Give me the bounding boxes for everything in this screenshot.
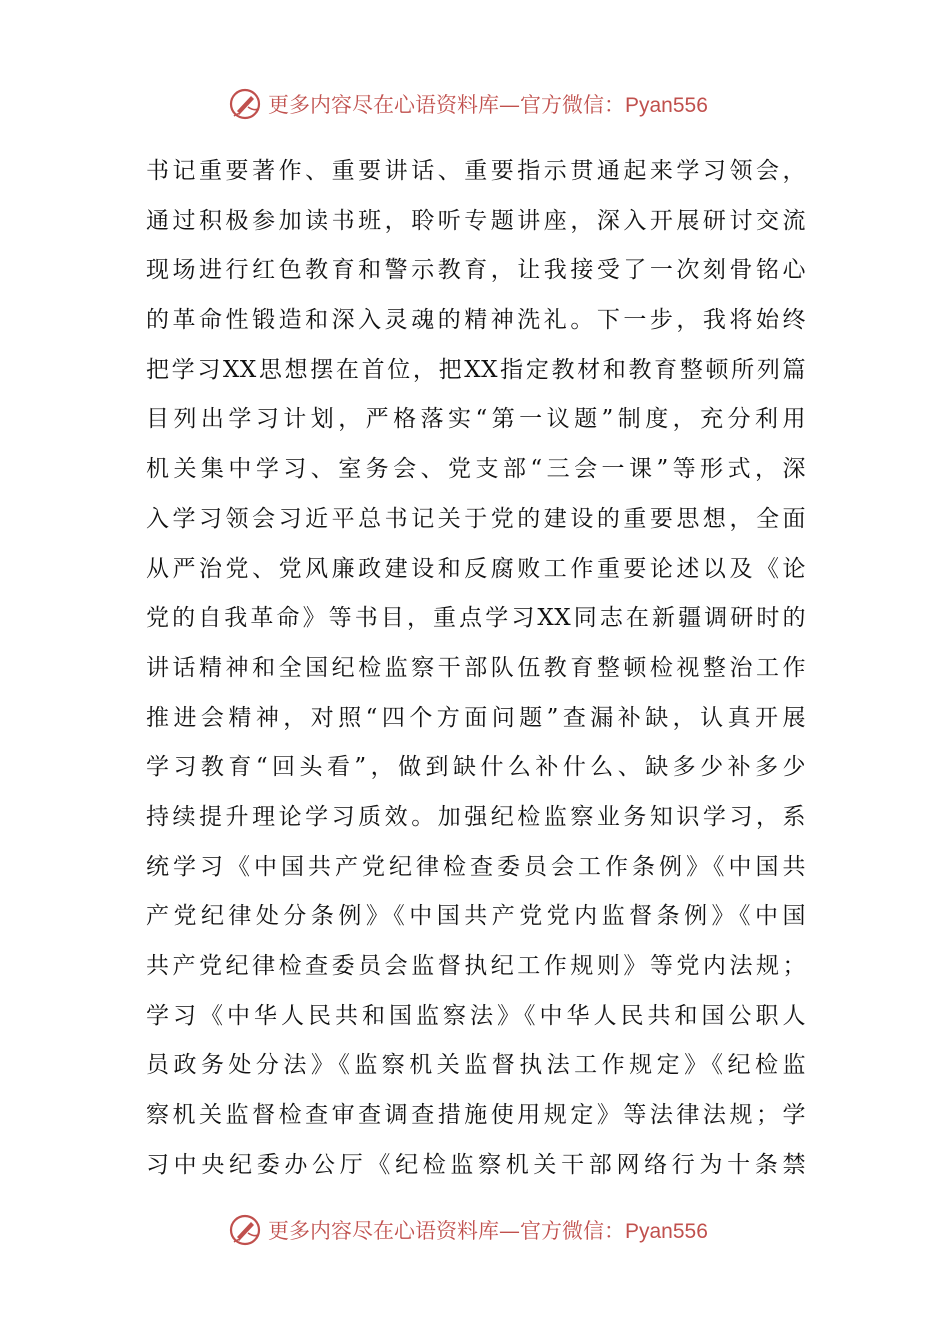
body-line: 的革命性锻造和深入灵魂的精神洗礼。下一步，我将始终 — [146, 307, 806, 334]
footer-banner-slogan: 更多内容尽在心语资料库—官方微信： — [268, 1219, 625, 1243]
footer-banner — [228, 1210, 748, 1250]
body-line: 入学习领会习近平总书记关于党的建设的重要思想，全面 — [146, 505, 806, 532]
header-banner-wechat-id: Pyan556 — [625, 94, 708, 117]
body-line: 统学习《中国共产党纪律检查委员会工作条例》《中国共 — [146, 853, 806, 880]
body-line: 员政务处分法》《监察机关监督执法工作规定》《纪检监 — [146, 1052, 806, 1079]
body-line: 把学习XX思想摆在首位，把XX指定教材和教育整顿所列篇 — [146, 356, 806, 383]
body-line: 察机关监督检查审查调查措施使用规定》等法律法规；学 — [146, 1102, 806, 1129]
header-banner-text — [268, 89, 708, 119]
header-banner — [228, 84, 748, 124]
body-line: 书记重要著作、重要讲话、重要指示贯通起来学习领会， — [146, 158, 806, 184]
body-line: 学习教育“回头看”，做到缺什么补什么、缺多少补多少 — [146, 754, 806, 781]
body-line: 推进会精神，对照“四个方面问题”查漏补缺，认真开展 — [146, 704, 806, 731]
header-banner-slogan: 更多内容尽在心语资料库—官方微信： — [268, 93, 625, 117]
body-line: 目列出学习计划，严格落实“第一议题”制度，充分利用 — [146, 406, 806, 433]
pen-logo-icon — [228, 87, 262, 121]
pen-logo-icon — [228, 1213, 262, 1247]
body-text — [146, 147, 806, 1190]
body-line: 学习《中华人民共和国监察法》《中华人民共和国公职人 — [146, 1002, 806, 1029]
footer-banner-text — [268, 1215, 708, 1245]
body-line: 从严治党、党风廉政建设和反腐败工作重要论述以及《论 — [146, 555, 806, 582]
body-line: 习中央纪委办公厅《纪检监察机关干部网络行为十条禁 — [146, 1151, 806, 1178]
body-line: 持续提升理论学习质效。加强纪检监察业务知识学习，系 — [146, 803, 806, 830]
body-line: 通过积极参加读书班，聆听专题讲座，深入开展研讨交流 — [146, 207, 806, 234]
body-line: 共产党纪律检查委员会监督执纪工作规则》等党内法规； — [146, 953, 806, 979]
body-line: 机关集中学习、室务会、党支部“三会一课”等形式，深 — [146, 456, 806, 483]
body-line: 现场进行红色教育和警示教育，让我接受了一次刻骨铭心 — [146, 257, 806, 284]
body-line: 产党纪律处分条例》《中国共产党党内监督条例》《中国 — [146, 903, 806, 930]
footer-banner-wechat-id: Pyan556 — [625, 1220, 708, 1243]
body-line: 党的自我革命》等书目，重点学习XX同志在新疆调研时的 — [146, 605, 806, 632]
body-line: 讲话精神和全国纪检监察干部队伍教育整顿检视整治工作 — [146, 654, 806, 681]
